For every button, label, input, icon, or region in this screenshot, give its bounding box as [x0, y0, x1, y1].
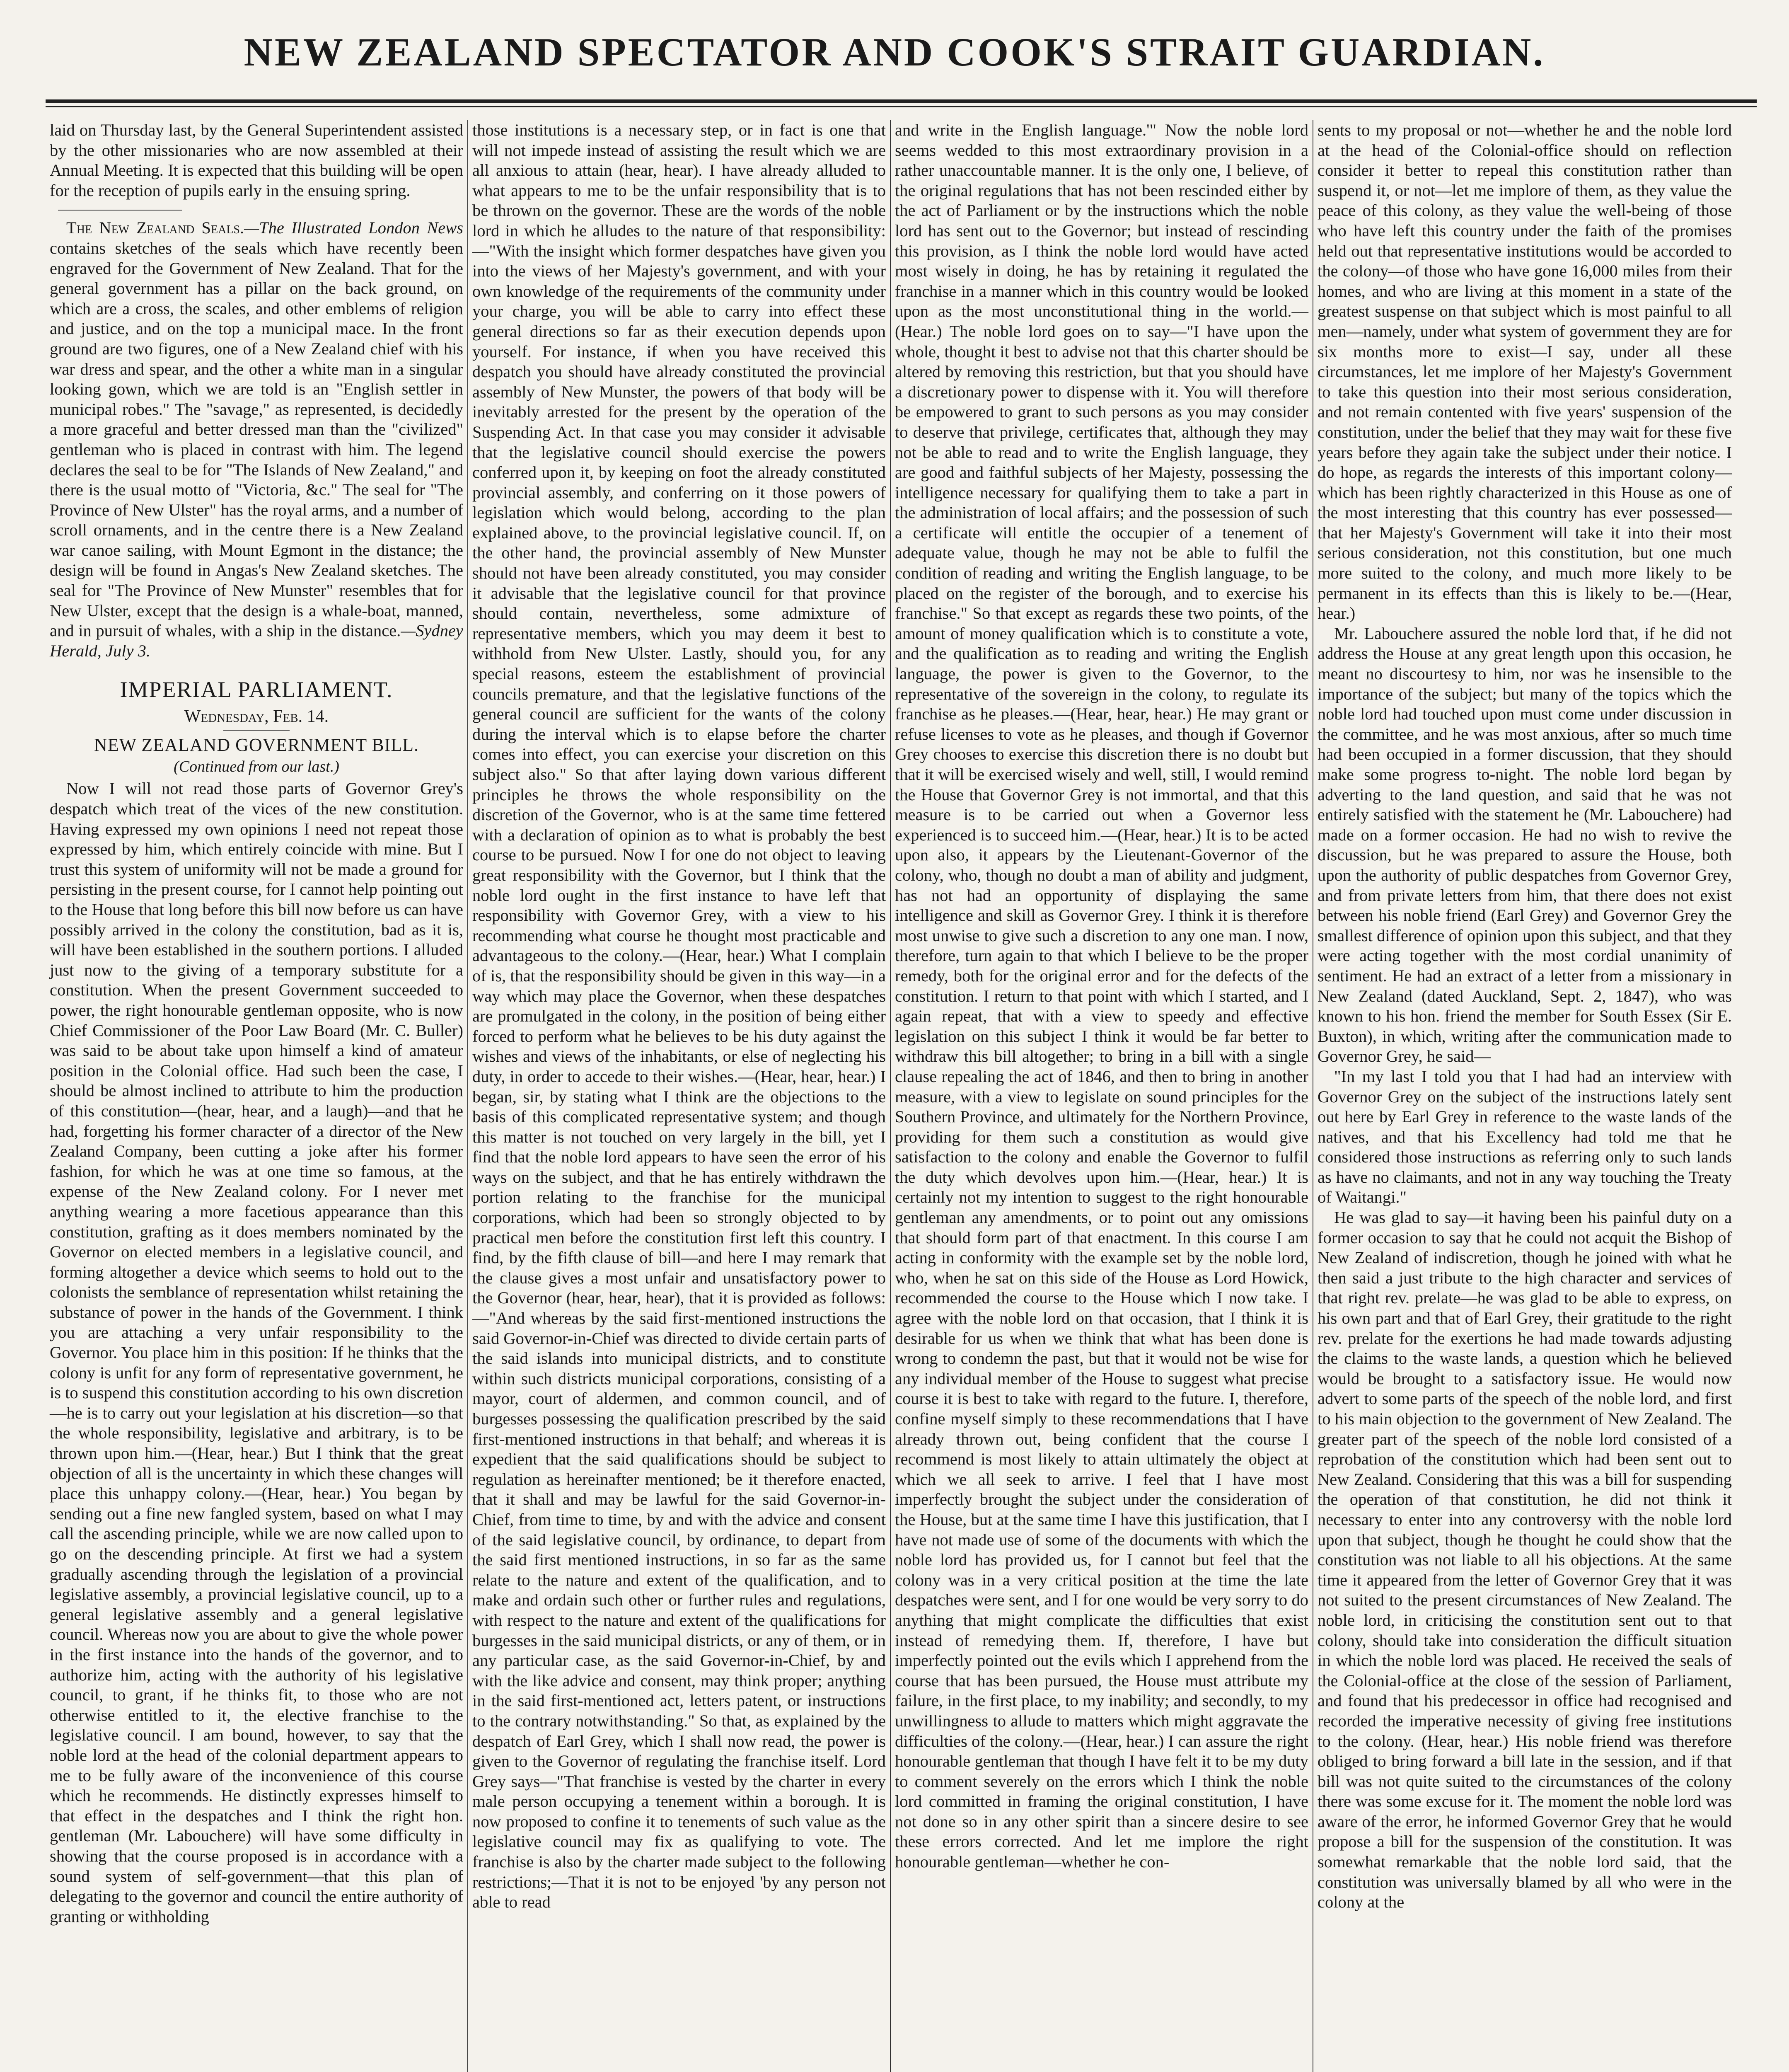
seals-credit: —Sydney Herald, July 3.	[50, 621, 463, 660]
masthead-title: NEW ZEALAND SPECTATOR AND COOK'S STRAIT GUARDIAN.	[244, 30, 1545, 74]
intro-paragraph: laid on Thursday last, by the General Superintendent assisted by the other missionaries who are now assembled at their Annual Meeting. It is expected that this building will be open for the reception of pupils early in the ensuing spring.	[50, 121, 463, 200]
seals-body: contains sketches of the seals which have recently been engraved for the Government of New Zealand. That for the general government has a pillar on the back ground, on which are a cross, the scales, and other emblems of religion and justice, and on the top a municipal mace. In the front ground are two figures, one of a New Zealand chief with his war dress and spear, and the other a white man in a singular looking gown, which we are told is an "English settler in municipal robes." The "savage," as represented, is decidedly a more graceful and better dressed man than the "civilized" gentleman who is placed in contrast with him. The legend declares the seal to be for "The Islands of New Zealand," and there is the usual motto of "Victoria, &c." The seal for "The Province of New Ulster" has the royal arms, and a number of scroll ornaments, and in the centre there is a New Zealand war canoe sailing, with Mount Egmont in the distance; the design will be found in Angas's New Zealand sketches. The seal for "The Province of New Munster" resembles that for New Ulster, except that the design is a whale-boat, manned, and in pursuit of whales, with a ship in the distance.	[50, 238, 463, 640]
column-3	[891, 120, 1313, 2072]
speech-conclusion: sents to my proposal or not—whether he and the noble lord at the head of the Colonial-office should on reflection consider it better to repeal this constitution rather than suspend it, or not—let me implore of them, as they value the peace of this colony, as they value the well-being of those who have left this country under the faith of the promises held out that representative institutions would be accorded to the colony—of those who have gone 16,000 miles from their homes, and who are living at this moment in a state of the greatest suspense on that subject which is most painful to all men—namely, under what system of government they are for six months more to exist—I say, under all these circumstances, let me implore of her Majesty's Government to take this question into their most serious consideration, and not remain contented with five years' suspension of the constitution, under the belief that they may wait for these five years before they again take the subject under their notice. I do hope, as regards the interests of this important colony—which has been rightly characterized in this House as one of the most interesting that this country has ever possessed—that her Majesty's Government will take it into their most serious consideration, not this constitution, but one much more suited to the colony, and much more likely to be permanent in its effects than this is likely to be.—(Hear, hear.)	[1318, 121, 1732, 623]
speech-continuation: and write in the English language.'" Now the noble lord seems wedded to this most extraordinary provision in a rather unaccountable manner. It is the only one, I believe, of the original regulations that has not been rescinded either by the act of Parliament or by the instructions which the noble lord has sent out to the Governor; but instead of rescinding this provision, as I think the noble lord would have acted most wisely in doing, he has by retaining it regulated the franchise in a manner which in this country would be looked upon as the most unconstitutional thing in the world.—(Hear.) The noble lord goes on to say—"I have upon the whole, thought it best to advise not that this charter should be altered by removing this restriction, but that you should have a discretionary power to dispense with it. You will therefore be empowered to grant to such persons as you may consider to deserve that privilege, certificates that, although they may not be able to read and to write the English language, they are good and faithful subjects of her Majesty, possessing the intelligence necessary for qualifying them to take a part in the administration of local affairs; and the possession of such a certificate will entitle the occupier of a tenement of adequate value, though he may not be able to fulfil the condition of reading and writing the English language, to be placed on the register of the borough, and to exercise his franchise." So that except as regards these two points, of the amount of money qualification which is to constitute a vote, and the qualification as to reading and writing the English language, the power is given to the Governor, to the representative of the sovereign in the colony, to regulate its franchise as he pleases.—(Hear, hear, hear.) He may grant or refuse licenses to vote as he pleases, and though if Governor Grey chooses to exercise this discretion there is no doubt but that it will be exercised wisely and well, still, I would remind the House that Governor Grey is not immortal, and that this measure is to be carried out when a Governor less experienced is to succeed him.—(Hear, hear.) It is to be acted upon also, it appears by the Lieutenant-Governor of the colony, who, though no doubt a man of ability and judgment, has not had an opportunity of displaying the same intelligence and skill as Governor Grey. I think it is therefore most unwise to give such a discretion to any one man. I now, therefore, turn again to that which I believe to be the proper remedy, both for the original error and for the defects of the constitution. I return to that point with which I started, and I again repeat, that with a view to speedy and effective legislation on this subject I think it would be far better to withdraw this bill altogether; to bring in a bill with a single clause repealing the act of 1846, and then to bring in another measure, with a view to legislate on sound principles for the Southern Province, and ultimately for the Northern Province, providing for them such a constitution as would give satisfaction to the colony and enable the Governor to fulfil the duty which devolves upon him.—(Hear, hear.) It is certainly not my intention to suggest to the right honourable gentleman any amendments, or to point out any omissions that should form part of that enactment. In this course I am acting in conformity with the example set by the noble lord, who, when he sat on this side of the House as Lord Howick, recommended the course to the House which I now take. I agree with the noble lord on that occasion, that I think it is desirable for us when we think that what has been done is wrong to condemn the past, but that it would not be wise for any individual member of the House to suggest what precise course it is best to take with regard to the future. I, therefore, confine myself simply to these recommendations that I have already thrown out, being confident that the course I recommend is most likely to attain ultimately the object at which we all seek to arrive. I feel that I have most imperfectly brought the subject under the consideration of the House, but at the same time I have this justification, that I have not made use of some of the documents with which the noble lord has provided us, for I cannot but feel that the colony was in a very critical position at the time the late despatches were sent, and I for one would be very sorry to do anything that might complicate the difficulties that exist instead of remedying them. If, therefore, I have but imperfectly pointed out the evils which I apprehend from the course that has been pursued, the House must attribute my failure, in the first place, to my inability; and secondly, to my unwillingness to allude to matters which might aggravate the difficulties of the colony.—(Hear, hear.) I can assure the right honourable gentleman that though I have felt it to be my duty to comment severely on the errors which I think the noble lord committed in framing the original constitution, I have not done so in any other spirit than a sincere desire to see these errors corrected. And let me implore the right honourable gentleman—whether he con-	[895, 121, 1308, 1871]
continued-note: (Continued from our last.)	[174, 758, 339, 776]
article-columns	[46, 120, 1757, 2072]
labouchere-reply: Mr. Labouchere assured the noble lord that, if he did not address the House at any great length upon this occasion, he meant no discourtesy to him, nor was he insensible to the importance of the subject; but many of the topics which the noble lord had touched upon must come under discussion in the committee, and he was most anxious, after so much time had been occupied in a former discussion, that they should make some progress to-night. The noble lord began by adverting to the land question, and said that he was not entirely satisfied with the statement he (Mr. Labouchere) had made on a former occasion. He had no wish to revive the discussion, but he was prepared to assure the House, both upon the authority of public despatches from Governor Grey, and from private letters from him, that there does not exist between his noble friend (Earl Grey) and Governor Grey the smallest difference of opinion upon this subject, and that they were acting together with the most cordial unanimity of sentiment. He had an extract of a letter from a missionary in New Zealand (dated Auckland, Sept. 2, 1847), who was known to his hon. friend the member for South Essex (Sir E. Buxton), in which, writing after the communication made to Governor Grey, he said—	[1318, 624, 1732, 1066]
column-4	[1313, 120, 1736, 2072]
seals-heading: The New Zealand Seals.	[66, 218, 244, 237]
section-divider	[58, 210, 182, 211]
labouchere-continued: He was glad to say—it having been his painful duty on a former occasion to say that he could not acquit the Bishop of New Zealand of indiscretion, though he joined with what he then said a just tribute to the high character and services of that right rev. prelate—he was glad to be able to express, on his own part and that of Earl Grey, their gratitude to the right rev. prelate for the exertions he had made towards adjusting the claims to the waste lands, a question which he believed would be brought to a satisfactory issue. He would now advert to some parts of the speech of the noble lord, and first to his main objection to the government of New Zealand. The greater part of the speech of the noble lord consisted of a reprobation of the constitution which had been sent out to New Zealand. Considering that this was a bill for suspending the operation of that constitution, he did not think it necessary to enter into any controversy with the noble lord upon that subject, though he thought he could show that the constitution was not liable to all his objections. At the same time it appeared from the letter of Governor Grey that it was not suited to the present circumstances of New Zealand. The noble lord, in criticising the constitution sent out to that colony, should take into consideration the difficult situation in which the noble lord was placed. He received the seals of the Colonial-office at the close of the session of Parliament, and found that his predecessor in office had recognised and recorded the imperative necessity of giving free institutions to the colony. (Hear, hear.) His noble friend was therefore obliged to bring forward a bill late in the session, and if that bill was not quite suited to the circumstances of the colony there was some excuse for it. The moment the noble lord was aware of the error, he informed Governor Grey that he would propose a bill for the suspension of the constitution. It was somewhat remarkable that the noble lord said, that the constitution was universally blamed by all who were in the colony at the	[1318, 1208, 1732, 1912]
seals-source: —The Illustrated London News	[244, 218, 463, 237]
column-1	[46, 120, 468, 2072]
masthead-rule-thin	[46, 106, 1757, 107]
parliament-heading: IMPERIAL PARLIAMENT.	[120, 677, 393, 702]
speech-paragraph: Now I will not read those parts of Governor Grey's despatch which treat of the vices of the new constitution. Having expressed my own opinions I need not repeat those expressed by him, which entirely coincide with mine. But I trust this system of uniformity will not be made a ground for persisting in the present course, for I cannot help pointing out to the House that long before this bill now before us can have possibly arrived in the colony the constitution, bad as it is, will have been established in the southern portions. I alluded just now to the giving of a temporary substitute for a constitution. When the present Government succeeded to power, the right honourable gentleman opposite, who is now Chief Commissioner of the Poor Law Board (Mr. C. Buller) was said to be about take upon himself a kind of amateur position in the Colonial office. Had such been the case, I should be almost inclined to attribute to him the production of this constitution—(hear, hear, and a laugh)—and that he had, forgetting his former character of a director of the New Zealand Company, been cutting a joke after his former fashion, for which he was at one time so famous, at the expense of the New Zealand colony. For I never met anything wearing a more facetious appearance than this constitution, grafting as it does members nominated by the Governor on elected members in a legislative council, and forming altogether a device which seems to hold out to the colonists the semblance of representation whilst retaining the substance of power in the hands of the Government. I think you are attaching a very unfair responsibility to the Governor. You place him in this position: If he thinks that the colony is unfit for any form of representative government, he is to suspend this constitution according to his own discretion—he is to carry out your legislation at his discretion—so that the whole responsibility, legislative and arbitrary, is to be thrown upon him.—(Hear, hear.) But I think that the great objection of all is the uncertainty in which these changes will place this unhappy colony.—(Hear, hear.) You began by sending out a fine new fangled system, based on what I may call the ascending principle, while we are now called upon to go on the descending principle. At first we had a system gradually ascending through the legislation of a provincial legislative assembly, a provincial legislative council, up to a general legislative assembly and a general legislative council. Whereas now you are about to give the whole power in the first instance into the hands of the governor, and to authorize him, acting with the authority of his legislative council, to grant, if he thinks fit, to those who are not otherwise entitled to it, the elective franchise to the legislative council. I am bound, however, to say that the noble lord at the head of the colonial department appears to me to be fully aware of the inconvenience of this course which he recommends. He distinctly expresses himself to that effect in the despatches and I think the right hon. gentleman (Mr. Labouchere) will have some difficulty in showing that the course proposed is in accordance with a sound system of self-government—that this plan of delegating to the governor and council the entire authority of granting or withholding	[50, 779, 463, 1926]
missionary-quote: "In my last I told you that I had had an interview with Governor Grey on the subject of the instructions lately sent out here by Earl Grey in reference to the waste lands of the natives, and that his Excellency had told me that he considered those instructions as referring only to such lands as have no claimants, and not in any way touching the Treaty of Waitangi."	[1318, 1067, 1732, 1207]
column-2	[468, 120, 891, 2072]
seals-paragraph	[50, 218, 463, 661]
masthead-rule	[46, 99, 1757, 103]
heading-divider	[223, 730, 290, 731]
bill-heading: NEW ZEALAND GOVERNMENT BILL.	[94, 735, 419, 755]
parliament-date: Wednesday, Feb. 14.	[184, 707, 329, 726]
speech-continuation: those institutions is a necessary step, or in fact is one that will not impede instead of assisting the result which we are all anxious to attain (hear, hear). I have already alluded to what appears to me to be the unfair responsibility that is to be thrown on the governor. These are the words of the noble lord in which he alludes to the nature of that responsibility:—"With the insight which former despatches have given you into the views of her Majesty's government, and with your own knowledge of the requirements of the community under your charge, you will be able to carry into effect these general directions so far as their execution depends upon yourself. For instance, if when you have received this despatch you should have already constituted the provincial assembly of New Munster, the powers of that body will be inevitably arrested for the present by the operation of the Suspending Act. In that case you may consider it advisable that the legislative council should exercise the powers conferred upon it, by keeping on foot the already constituted provincial assembly, and conferring on it those powers of legislation which would belong, according to the plan explained above, to the provincial legislative council. If, on the other hand, the provincial assembly of New Munster should not have been already constituted, you may consider it advisable that the legislative council for that province should contain, nevertheless, some admixture of representative members, which you may deem it best to withhold from New Ulster. Lastly, should you, for any special reasons, esteem the establishment of provincial councils premature, and that the legislative functions of the general council are sufficient for the wants of the colony during the interval which is to elapse before the charter comes into effect, you can exercise your discretion on this subject also." So that after laying down various different principles he throws the whole responsibility on the discretion of the Governor, who is at the same time fettered with a declaration of opinion as to what is probably the best course to be pursued. Now I for one do not object to leaving great responsibility with the Governor, but I think that the noble lord ought in the first instance to have left that responsibility with Governor Grey, with a view to his recommending what course he thought most practicable and advantageous to the colony.—(Hear, hear.) What I complain of is, that the responsibility should be given in this way—in a way which may place the Governor, when these despatches are promulgated in the colony, in the position of being either forced to perform what he believes to be his duty against the wishes and views of the inhabitants, or else of neglecting his duty, in order to accede to their wishes.—(Hear, hear, hear.) I began, sir, by stating what I think are the objections to the basis of this complicated representative system; and though this matter is not touched on very largely in the bill, yet I find that the noble lord appears to have seen the error of his ways on the subject, and that he has entirely withdrawn the portion relating to the franchise for the municipal corporations, which had been so strongly objected to by practical men before the constitution first left this country. I find, by the fifth clause of bill—and here I may remark that the clause gives a most unfair and unsatisfactory power to the Governor (hear, hear, hear), that it is provided as follows:—"And whereas by the said first-mentioned instructions the said Governor-in-Chief was directed to divide certain parts of the said islands into municipal districts, and to constitute within such districts municipal corporations, consisting of a mayor, court of aldermen, and common council, and of burgesses possessing the qualification prescribed by the said first-mentioned instructions in that behalf; and whereas it is expedient that the said qualifications should be subject to regulation as hereinafter mentioned; be it therefore enacted, that it shall and may be lawful for the said Governor-in-Chief, from time to time, by and with the advice and consent of the said legislative council, by ordinance, to depart from the said first mentioned instructions, in so far as the same relate to the nature and extent of the qualification, and to make and ordain such other or further rules and regulations, with respect to the nature and extent of the qualifications for burgesses in the said municipal districts, or any of them, or in any particular case, as the said Governor-in-Chief, by and with the like advice and consent, may think proper; anything in the said first-mentioned act, letters patent, or instructions to the contrary notwithstanding." So that, as explained by the despatch of Earl Grey, which I shall now read, the power is given to the Governor of regulating the franchise itself. Lord Grey says—"That franchise is vested by the charter in every male person occupying a tenement within a borough. It is now proposed to confine it to tenements of such value as the legislative council may fix as qualifying to vote. The franchise is also by the charter made subject to the following restrictions;—That it is not to be enjoyed 'by any person not able to read	[472, 121, 886, 1912]
